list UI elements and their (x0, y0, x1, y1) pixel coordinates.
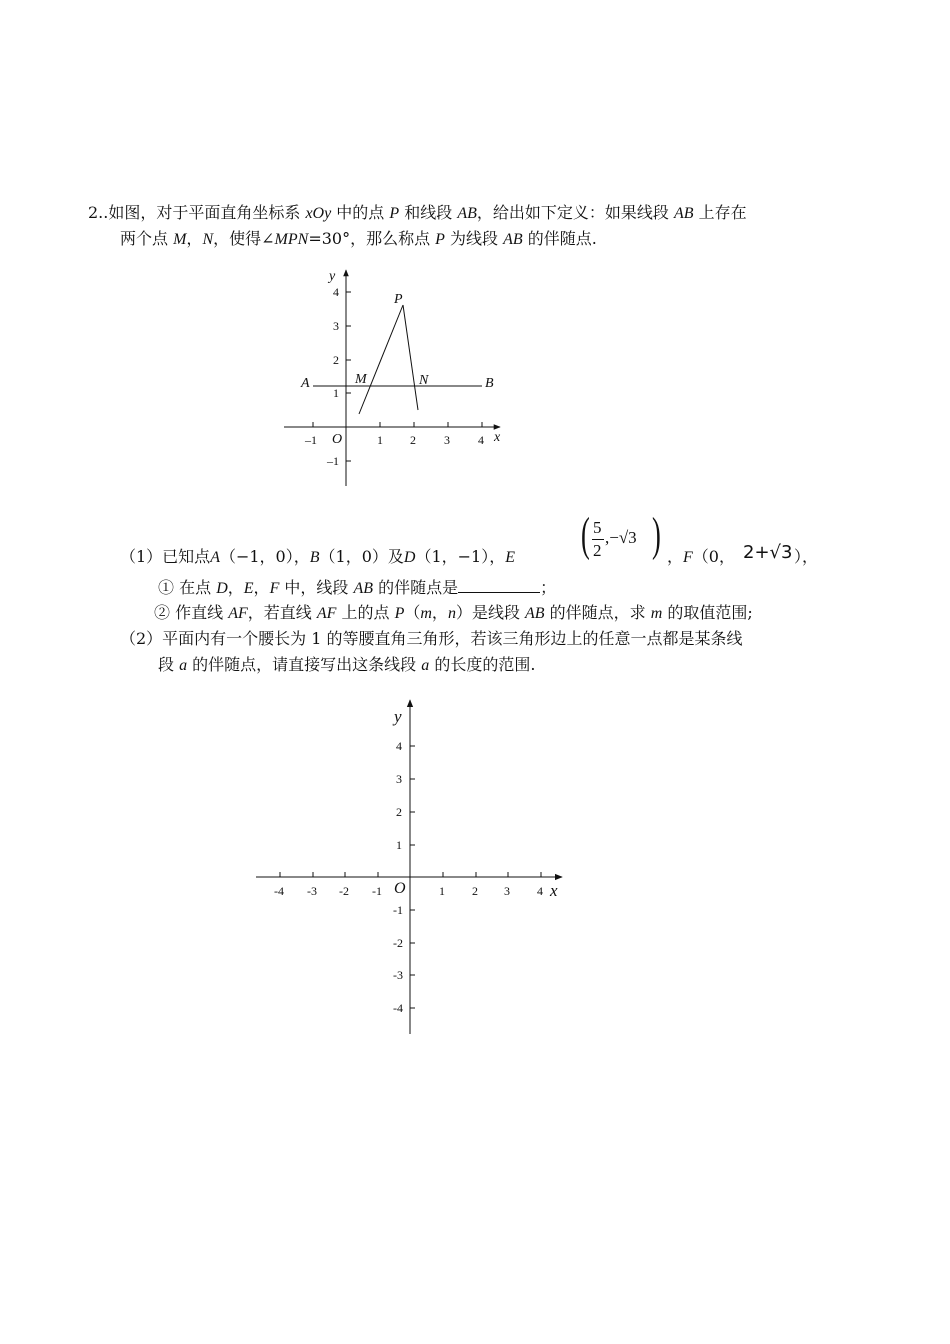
origin-label: O (332, 432, 343, 447)
problem-line-1: 2..如图，对于平面直角坐标系 xOy 中的点 P 和线段 AB，给出如下定义：如果线段 AB 上存在 (88, 203, 747, 222)
point-m-label: M (355, 372, 367, 387)
e-fraction-denominator: 2 (593, 541, 602, 560)
segment-pm (359, 305, 403, 414)
e-fraction-numerator: 5 (593, 518, 602, 537)
figure-1 (280, 262, 520, 492)
point-a-label: A (301, 376, 310, 391)
part1-question-2: ② 作直线 AF，若直线 AF 上的点 P（m，n）是线段 AB 的伴随点，求 m 的取值范围; (154, 603, 753, 622)
y-axis-label: y (329, 269, 336, 284)
point-n-label: N (419, 373, 429, 388)
y-tick-label: 1 (333, 386, 339, 400)
x-tick-label: 4 (478, 433, 484, 447)
part1-line-end: ）， (794, 547, 819, 566)
x-axis-label: x (550, 881, 558, 900)
problem-number: 2. (88, 203, 104, 222)
y-tick-label: 3 (396, 772, 402, 786)
part2-line-2: 段 a 的伴随点，请直接写出这条线段 a 的长度的范围. (158, 655, 536, 674)
y-axis-label: y (394, 707, 402, 726)
x-tick-label: 1 (377, 433, 383, 447)
y-tick-label: 4 (396, 739, 402, 753)
y-tick-label: -3 (393, 968, 403, 982)
y-tick-label: 1 (396, 838, 402, 852)
x-tick-label: 3 (444, 433, 450, 447)
y-tick-label: 4 (333, 285, 339, 299)
figure-2 (250, 695, 580, 1045)
x-tick-label: -4 (274, 884, 284, 898)
part1-line: （1）已知点A（−1，0），B（1，0）及D（1，−1），E (120, 547, 516, 566)
problem-line-2: 两个点 M，N，使得∠MPN=30°，那么称点 P 为线段 AB 的伴随点. (120, 229, 597, 248)
point-e-coordinate: ( 5 2 ,−√3 ) (581, 508, 661, 561)
y-tick-label: -2 (393, 936, 403, 950)
y-tick-label: 3 (333, 319, 339, 333)
x-tick-label: -1 (372, 884, 382, 898)
y-tick-label: 2 (333, 353, 339, 367)
x-tick-label: 1 (439, 884, 445, 898)
point-b-label: B (485, 376, 494, 391)
x-axis-label: x (494, 430, 501, 445)
x-tick-label: –1 (305, 433, 317, 447)
x-tick-label: 2 (472, 884, 478, 898)
x-tick-label: -2 (339, 884, 349, 898)
segment-pn (403, 305, 418, 410)
part2-line-1: （2）平面内有一个腰长为 1 的等腰直角三角形，若该三角形边上的任意一点都是某条线 (120, 629, 743, 648)
y-tick-label: -4 (393, 1001, 403, 1015)
point-f-value: 2+√3 (743, 542, 793, 563)
part1-question-1: ① 在点 D，E，F 中，线段 AB 的伴随点是 ； (158, 578, 557, 597)
origin-label: O (394, 880, 406, 897)
x-tick-label: 4 (537, 884, 543, 898)
y-tick-label: -1 (393, 903, 403, 917)
point-p-label: P (394, 292, 403, 307)
x-tick-label: -3 (307, 884, 317, 898)
e-coordinate-rest: ,−√3 (605, 528, 637, 547)
y-tick-label: –1 (327, 454, 339, 468)
answer-blank[interactable] (458, 576, 540, 593)
x-tick-label: 2 (410, 433, 416, 447)
part1-line-cont: ，F（0， (667, 547, 735, 566)
x-tick-label: 3 (504, 884, 510, 898)
y-tick-label: 2 (396, 805, 402, 819)
